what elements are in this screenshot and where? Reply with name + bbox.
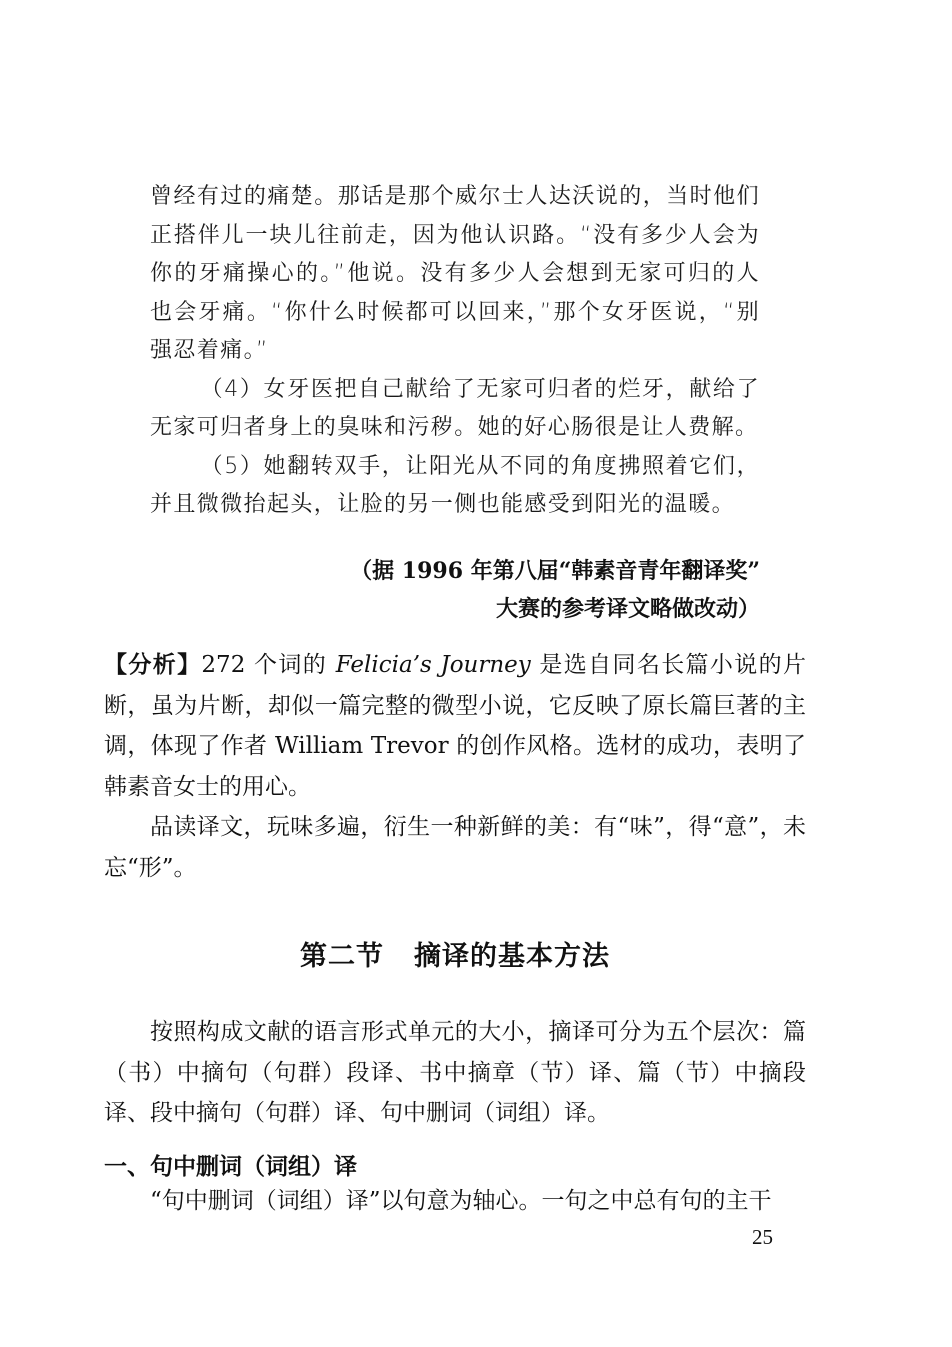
- source-citation-line-2: 大赛的参考译文略做改动）: [495, 596, 760, 622]
- section-number: 第二节: [300, 941, 384, 972]
- analysis-text-after-title: 是选自同名长篇小说的片断，虽为片断，却似一篇完整的微型小说，它反映了原长篇巨著的主调，体现了作者 William Trevor 的创作风格。选材的成功，表明了韩素音女士的用心。: [104, 652, 806, 800]
- quote-paragraph-5: （5）她翻转双手，让阳光从不同的角度拂照着它们，并且微微抬起头，让脸的另一侧也能感受到阳光的温暖。: [150, 453, 760, 517]
- page-number: 25: [752, 1225, 773, 1249]
- section-intro: [104, 1012, 806, 1134]
- book-title: Felicia’s Journey: [335, 652, 531, 678]
- section-title-text: 摘译的基本方法: [414, 941, 610, 972]
- analysis-paragraph-2: 品读译文，玩味多遍，衍生一种新鲜的美：有“味”，得“意”，未忘“形”。: [104, 814, 806, 881]
- analysis-section: [104, 645, 806, 888]
- subsection-heading: 一、句中删词（词组）译: [104, 1154, 357, 1180]
- quoted-translation: [150, 178, 760, 525]
- analysis-text-before-title: 272 个词的: [201, 652, 336, 678]
- subsection-body: [104, 1181, 806, 1222]
- analysis-label: 【分析】: [104, 651, 202, 678]
- section-heading: [104, 937, 806, 977]
- analysis-paragraph-1: [104, 645, 806, 807]
- subsection-paragraph: “句中删词（词组）译”以句意为轴心。一句之中总有句的主干: [150, 1188, 772, 1214]
- quote-paragraph-4: （4）女牙医把自己献给了无家可归者的烂牙，献给了无家可归者身上的臭味和污秽。她的好心肠很是让人费解。: [150, 376, 760, 440]
- section-intro-paragraph: 按照构成文献的语言形式单元的大小，摘译可分为五个层次：篇（书）中摘句（句群）段译、书中摘章（节）译、篇（节）中摘段译、段中摘句（句群）译、句中删词（词组）译。: [104, 1019, 806, 1126]
- source-citation-line-1: （据 1996 年第八届“韩素音青年翻译奖”: [350, 558, 760, 584]
- quote-paragraph-intro: 曾经有过的痛楚。那话是那个威尔士人达沃说的，当时他们正搭伴儿一块儿往前走，因为他认识路。“没有多少人会为你的牙痛操心的。”他说。没有多少人会想到无家可归的人也会牙痛。“你什么时候都可以回来，”那个女牙医说，“别强忍着痛。”: [150, 184, 760, 363]
